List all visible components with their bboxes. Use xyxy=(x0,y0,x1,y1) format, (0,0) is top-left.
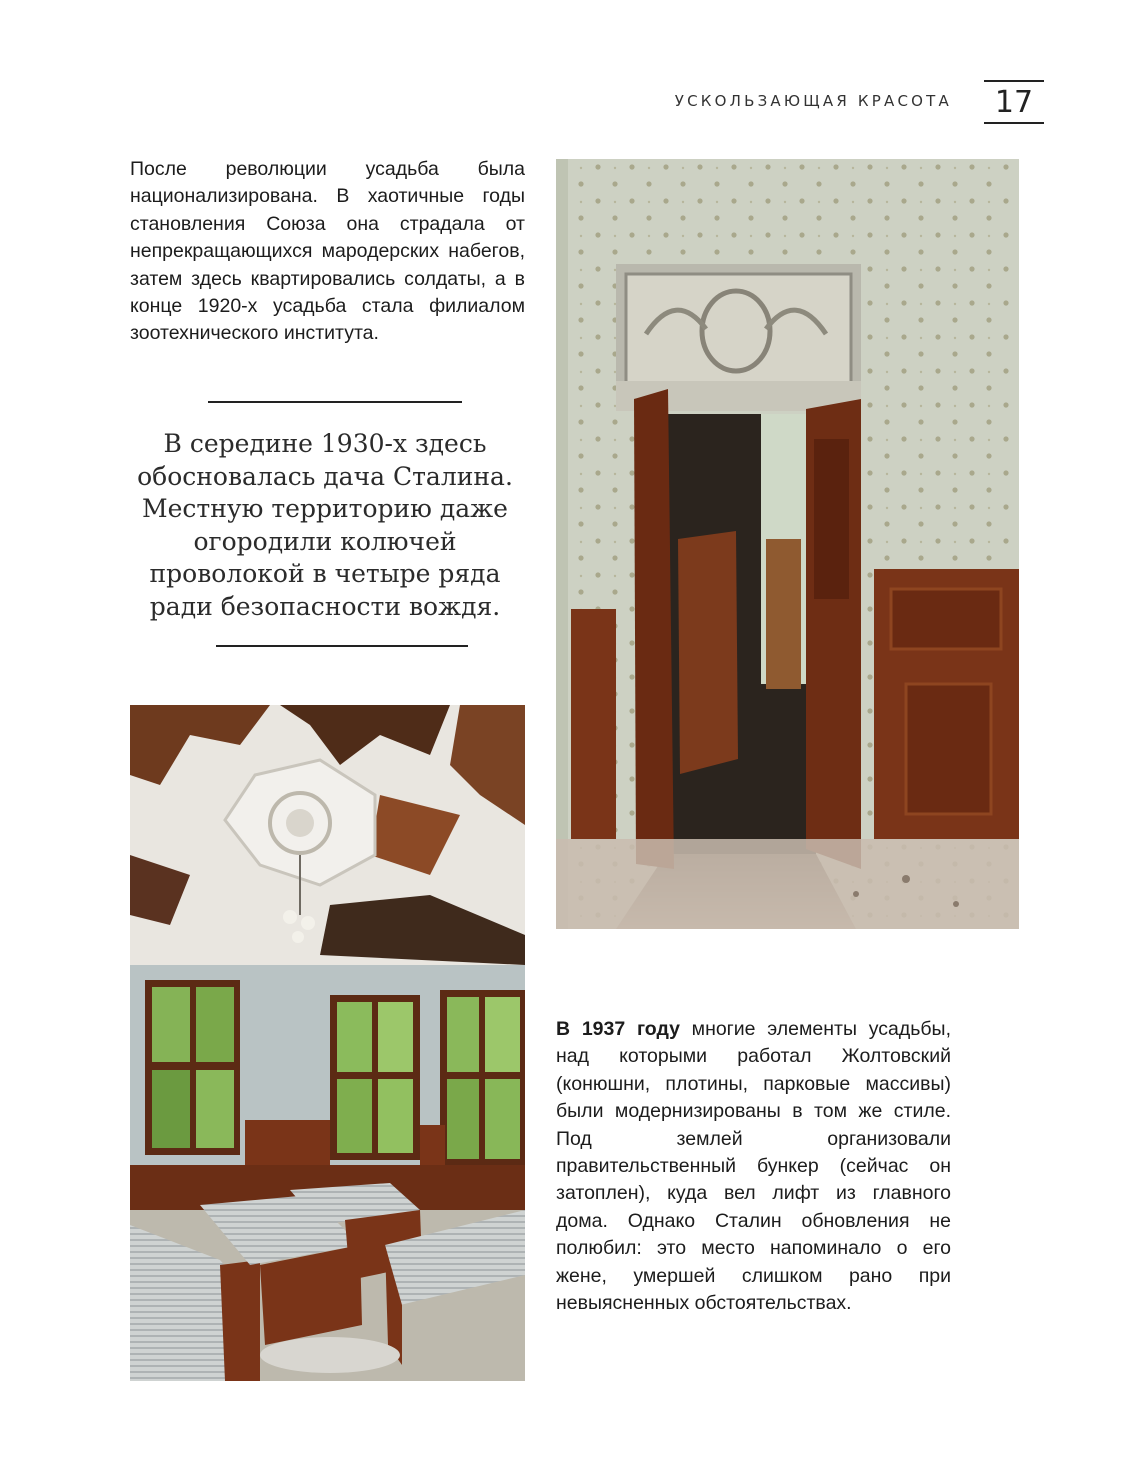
paragraph-revolution: После революции усадьба была национализирована. В хаотичные годы становления Союза она страдала от непрекращающихся мародерских набегов, затем здесь квартировались солдаты, а в конце 1920-х усадьба стала филиалом зоотехнического института. xyxy=(130,158,525,345)
quote-rule-top xyxy=(208,401,462,403)
paragraph-1937-lead: В 1937 году xyxy=(556,1018,680,1040)
ceiling-photo xyxy=(130,705,525,1381)
pull-quote: В середине 1930-х здесь обосновалась дача Сталина. Местную территорию даже огородили колючей проволокой в четыре ряда ради безопасности вождя. xyxy=(137,429,513,621)
page-number: 17 xyxy=(984,80,1044,124)
paragraph-1937 xyxy=(556,1016,951,1317)
doorway-photo xyxy=(556,159,1019,929)
running-title: УСКОЛЬЗАЮЩАЯ КРАСОТА xyxy=(674,92,952,110)
quote-rule-bottom xyxy=(216,645,468,647)
paragraph-1937-text: многие элементы усадьбы, над которыми работал Жолтовский (конюшни, плотины, парковые массивы) были модернизированы в том же стиле. Под землей организовали правительственный бункер (сейчас он затоплен), куда вел лифт из главного дома. Однако Сталин обновления не полюбил: это место напоминало о его жене, умершей слишком рано при невыясненных обстоятельствах. xyxy=(556,1018,951,1315)
